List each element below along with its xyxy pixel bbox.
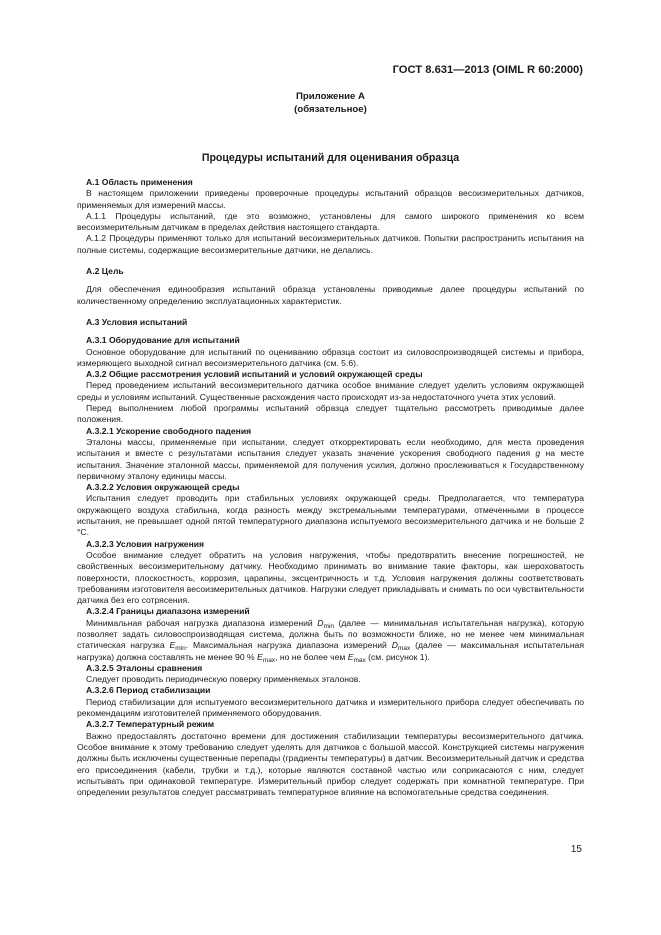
subsection-heading: А.3.2.7 Температурный режим [86, 719, 215, 730]
subsection-heading: А.3.2.1 Ускорение свободного падения [86, 425, 252, 436]
paragraph: Испытания следует проводить при стабильных условиях окружающей среды. Предполагается, что температура окружающего воздуха стабильна, когда разность между экстремальными температурами, отмеченными в процессе испытания, не превышает одной пятой температурного диапазона испытуемого весоизмерительного датчика и не больше 2 °С. [77, 493, 584, 538]
section-heading-a2: А.2 Цель [86, 266, 124, 277]
annex-title: Приложение А [296, 91, 365, 102]
section-heading-a1: А.1 Область применения [86, 177, 193, 187]
subsection-heading: А.3.2.4 Границы диапазона измерений [86, 606, 250, 617]
standard-header: ГОСТ 8.631—2013 (OIML R 60:2000) [392, 64, 583, 76]
paragraph: Перед проведением испытаний весоизмерительного датчика особое внимание следует уделить условиям окружающей среды и условиям испытаний. Существенные расхождения часто происходят из-за недостаточного учета этих условий. [77, 380, 584, 402]
paragraph: Период стабилизации для испытуемого весоизмерительного датчика и измерительного прибора следует обеспечивать по рекомендациям изготовителей применяемого оборудования. [77, 696, 584, 719]
annex-status: (обязательное) [294, 103, 367, 115]
subsection-heading: А.3.2.3 Условия нагружения [86, 538, 205, 549]
subsection-heading: А.3.2 Общие рассмотрения условий испытаний и условий окружающей среды [86, 369, 423, 380]
paragraph: В настоящем приложении приведены проверочные процедуры испытаний образцов весоизмерительных датчиков, применяемых для измерений массы. [77, 188, 584, 210]
paragraph: А.1.1 Процедуры испытаний, где это возможно, установлены для самого широкого применения ко всем весоизмерительным датчикам в пределах действия настоящего стандарта. [77, 210, 584, 233]
subsection-heading: А.3.2.2 Условия окружающей среды [86, 482, 240, 493]
paragraph: Перед выполнением любой программы испытаний образца следует тщательно рассмотреть приводимые далее положения. [77, 403, 584, 425]
subsection-heading: А.3.2.5 Эталоны сравнения [86, 662, 203, 673]
paragraph: Эталоны массы, применяемые при испытании, следует откорректировать если необходимо, для места проведения испытания и вместе с результатами испытания следует указать значение ускорения свободного падения g на месте испытания. Значение эталонной массы, применяемой для получения усилия, должно прослеживаться к Государственному первичному эталону единицы массы. [77, 436, 584, 481]
paragraph: А.1.2 Процедуры применяют только для испытаний весоизмерительных датчиков. Попытки распространить испытания на полные системы, содержащие весоизмерительные датчики, не делались. [77, 233, 584, 255]
paragraph: Основное оборудование для испытаний по оцениванию образца состоит из силовоспроизводящей системы и прибора, измеряющего выходной сигнал весоизмерительного датчика (см. 5.6). [77, 346, 584, 368]
section-heading-a3: А.3 Условия испытаний [86, 316, 188, 327]
page-number: 15 [570, 844, 582, 855]
subsection-heading: А.3.1 Оборудование для испытаний [86, 335, 240, 346]
paragraph: Важно предоставлять достаточно времени для достижения стабилизации температуры весоизмерительного датчика. Особое внимание к этому требованию следует уделять для датчиков с большой массой. Конструкцией системы нагружения должны быть исключены существенные перепады (градиенты температуры) в датчик. Весоизмерительный датчик и средства его присоединения (кабели, трубки и т.д.), которые являются составной частью или соприкасаются с ним, следует испытывать при одинаковой температуре. Измерительный прибор следует содержать при комнатной температуре. При определении результатов следует рассматривать температурное влияние на вспомогательные средства соединения. [77, 730, 584, 798]
document-title: Процедуры испытаний для оценивания образца [201, 152, 460, 164]
document-body [77, 177, 584, 798]
paragraph: Особое внимание следует обратить на условия нагружения, чтобы предотвратить внесение погрешностей, не свойственных весоизмерительному датчику. Необходимо принимать во внимание такие факторы, как шероховатость поверхности, плоскостность, коррозия, царапины, эксцентричность и т.д. Условия нагружения должны соответствовать требованиям изготовителя весоизмерительных датчиков. Нагрузки следует прикладывать и снимать по оси чувствительности датчика без его сотрясения. [77, 549, 584, 606]
paragraph: Минимальная рабочая нагрузка диапазона измерений $D_{min}$ (далее — минимальная испытательная нагрузка), которую позволяет задать силовоспроизводящая система, должна быть по возможности ближе, но не менее чем минимальная статическая нагрузка $E_{min}$. Максимальная нагрузка диапазона измерений $D_{max}$ (далее — максимальная испытательная нагрузка) должна составлять не менее 90 % $E_{max}$, но не более чем $E_{max}$ (см. рисунок 1). [77, 617, 584, 664]
annex-heading [0, 91, 661, 116]
paragraph: Для обеспечения единообразия испытаний образца установлены приводимые далее процедуры испытаний по количественному определению эксплуатационных характеристик. [77, 284, 584, 306]
subsection-heading: А.3.2.6 Период стабилизации [86, 685, 211, 696]
paragraph: Следует проводить периодическую поверку применяемых эталонов. [86, 674, 361, 685]
